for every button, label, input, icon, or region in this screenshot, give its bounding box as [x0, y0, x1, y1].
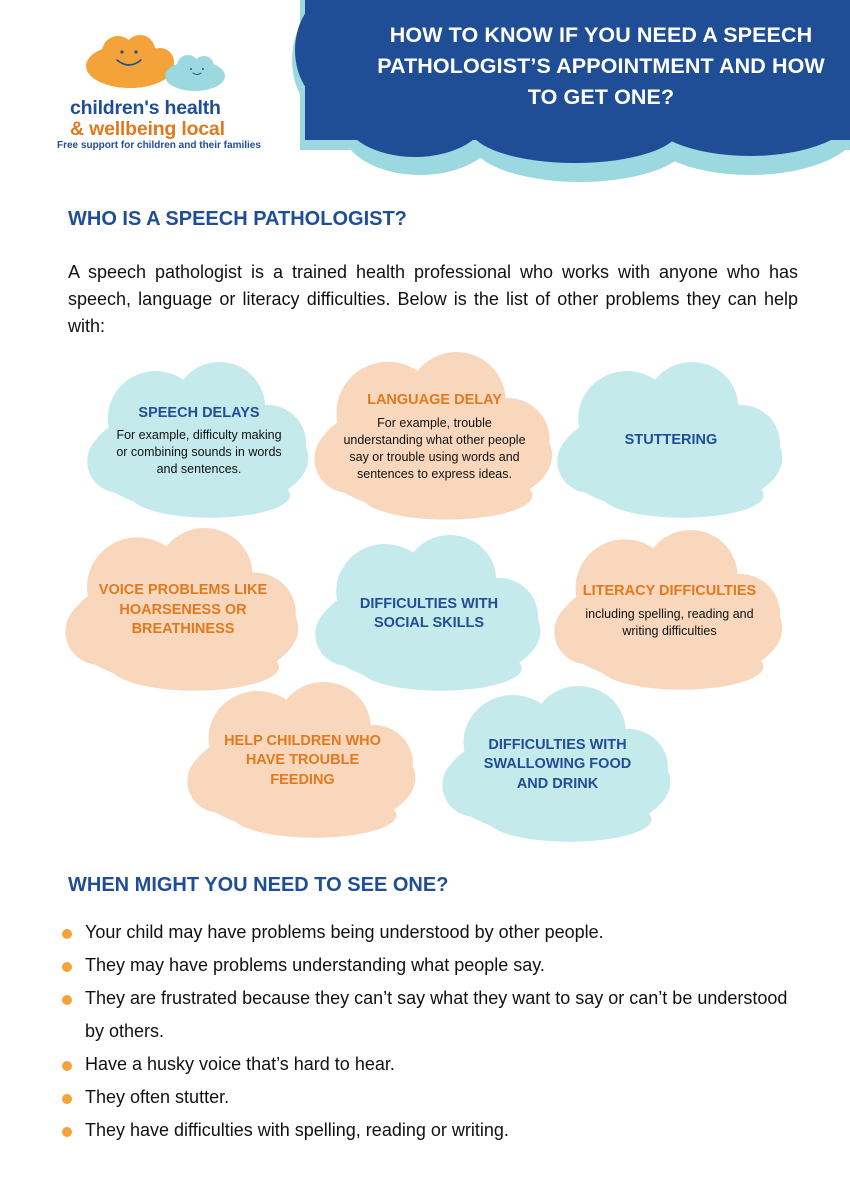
bullet-item — [60, 916, 800, 949]
bullet-dot-icon — [62, 1094, 72, 1104]
bullet-dot-icon — [62, 962, 72, 972]
bubble-title: LITERACY DIFFICULTIES — [582, 583, 757, 600]
bubble-title: SPEECH DELAYS — [138, 404, 260, 421]
bubble-text — [552, 530, 787, 692]
bullet-text: They often stutter. — [85, 1087, 230, 1107]
section-heading-when: WHEN MIGHT YOU NEED TO SEE ONE? — [68, 874, 449, 896]
bullet-dot-icon — [62, 1061, 72, 1071]
logo-clouds-icon — [80, 30, 230, 95]
section-heading-who: WHO IS A SPEECH PATHOLOGIST? — [68, 208, 407, 230]
bubble-title: VOICE PROBLEMS LIKE HOARSENESS OR BREATHINESS — [98, 582, 268, 638]
bubble-2 — [555, 362, 787, 520]
bubble-5 — [552, 530, 787, 692]
bubble-4 — [313, 535, 545, 693]
bubble-title: LANGUAGE DELAY — [367, 392, 502, 409]
bubble-1 — [312, 352, 557, 522]
bubble-description: including spelling, reading and writing difficulties — [585, 606, 754, 638]
bubble-text — [63, 528, 303, 693]
bubble-title: DIFFICULTIES WITH SOCIAL SKILLS — [359, 595, 499, 631]
bubble-description: For example, trouble understanding what other people say or trouble using words and sentences to express ideas. — [343, 415, 526, 481]
bubble-0 — [85, 362, 313, 520]
intro-paragraph: A speech pathologist is a trained health professional who works with anyone who has speech, language or literacy difficulties. Below is the list of other problems they can help with: — [68, 262, 798, 336]
bubble-text — [185, 682, 420, 840]
bullet-dot-icon — [62, 995, 72, 1005]
bullet-text: Your child may have problems being understood by other people. — [85, 922, 604, 942]
bubble-text — [313, 535, 545, 693]
bubble-title: DIFFICULTIES WITH SWALLOWING FOOD AND DRINK — [483, 736, 632, 792]
bubble-title: STUTTERING — [624, 432, 718, 449]
bubble-title: HELP CHILDREN WHO HAVE TROUBLE FEEDING — [224, 732, 381, 788]
bullet-text: Have a husky voice that’s hard to hear. — [85, 1054, 395, 1074]
bubble-7 — [440, 686, 675, 844]
logo-text-line2: & wellbeing local — [70, 118, 225, 140]
bubble-text — [440, 686, 675, 844]
bullet-dot-icon — [62, 1127, 72, 1137]
bullet-item — [60, 949, 800, 982]
bubble-3 — [63, 528, 303, 693]
logo-tagline: Free support for children and their families — [57, 140, 261, 151]
bubble-text — [555, 362, 787, 520]
bubble-description: For example, difficulty making or combining sounds in words and sentences. — [116, 428, 282, 477]
bubble-text — [85, 362, 313, 520]
bullet-item — [60, 1114, 800, 1147]
bullet-dot-icon — [62, 929, 72, 939]
bullet-item — [60, 1081, 800, 1114]
bullet-text: They have difficulties with spelling, reading or writing. — [85, 1120, 509, 1140]
page-title: HOW TO KNOW IF YOU NEED A SPEECH PATHOLOGIST’S APPOINTMENT AND HOW TO GET ONE? — [377, 23, 825, 109]
bullet-list — [60, 916, 800, 1147]
bubble-6 — [185, 682, 420, 840]
bullet-text: They may have problems understanding what people say. — [85, 955, 545, 975]
bubble-text — [312, 352, 557, 522]
bullet-text: They are frustrated because they can’t say what they want to say or can’t be understood by others. — [85, 988, 788, 1041]
bullet-item — [60, 982, 800, 1048]
logo-text-line1: children's health — [70, 97, 221, 119]
bullet-item — [60, 1048, 800, 1081]
